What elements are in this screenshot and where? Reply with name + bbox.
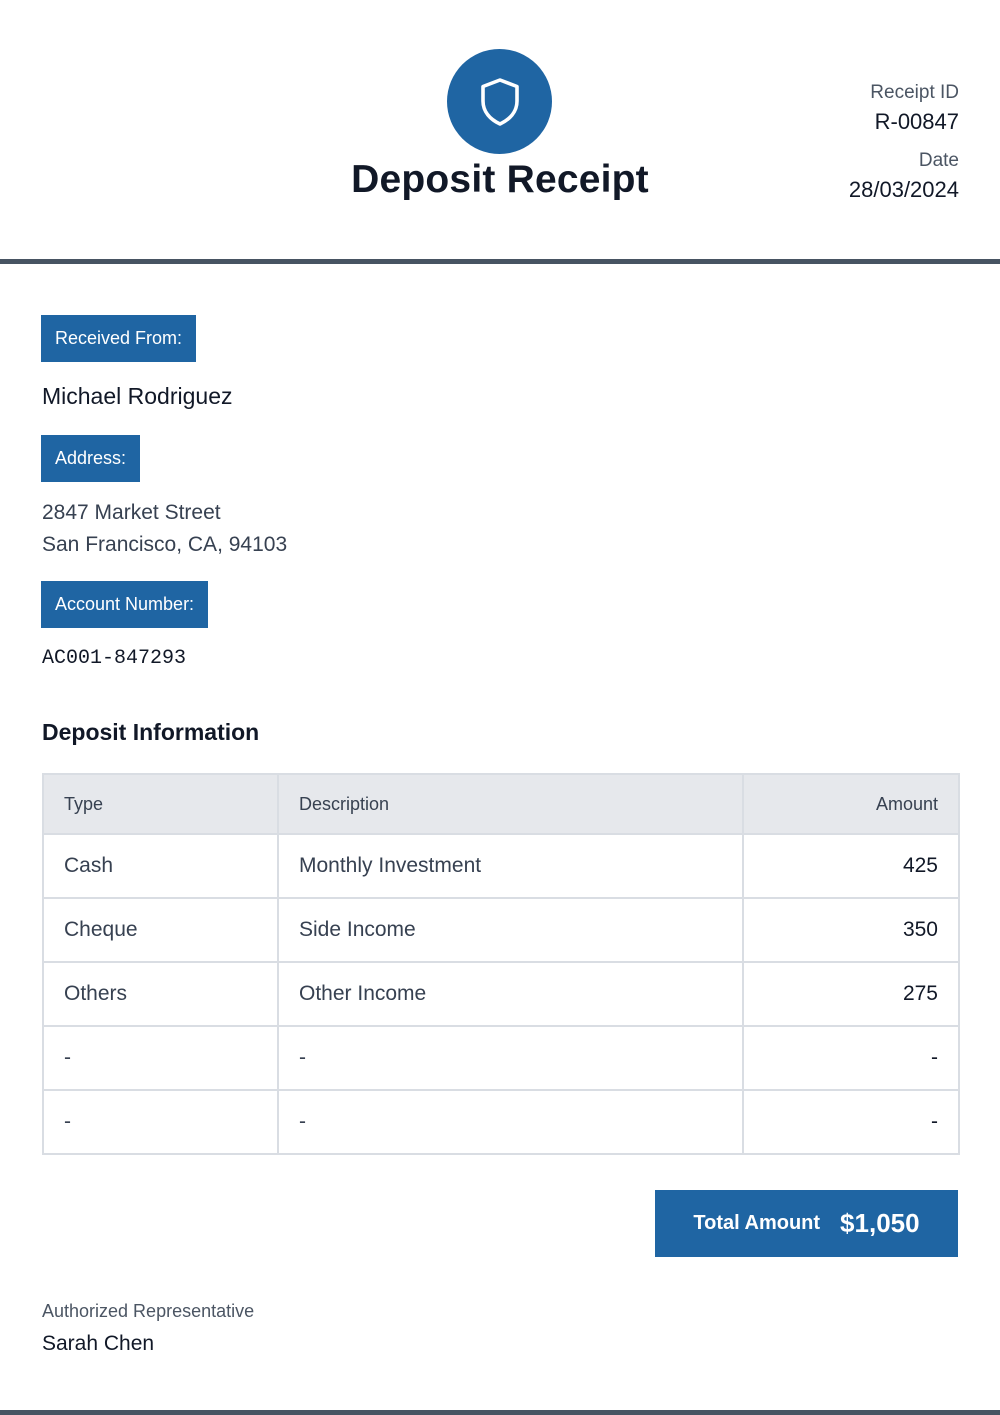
cell-amount: 425	[743, 834, 959, 898]
receipt-id-value: R-00847	[874, 109, 959, 134]
receipt-id-label: Receipt ID	[870, 82, 959, 103]
date-block	[849, 150, 959, 203]
date-label: Date	[918, 150, 959, 171]
table-row	[43, 1026, 959, 1090]
table-row	[43, 962, 959, 1026]
cell-amount: -	[743, 1090, 959, 1154]
table-row	[43, 898, 959, 962]
address-line-1: 2847 Market Street	[42, 501, 221, 524]
total-amount-value: $1,050	[840, 1208, 920, 1238]
cell-description: Side Income	[278, 898, 743, 962]
date-value: 28/03/2024	[848, 177, 959, 202]
account-number-value: AC001-847293	[42, 647, 187, 670]
table-row	[43, 834, 959, 898]
footer-divider	[0, 1410, 1000, 1415]
authorized-representative-label: Authorized Representative	[42, 1301, 255, 1321]
deposit-information-title: Deposit Information	[42, 719, 260, 745]
cell-type: Cheque	[43, 898, 278, 962]
table-header-row	[43, 774, 959, 834]
column-header-description: Description	[278, 774, 743, 834]
account-number-label: Account Number:	[41, 581, 208, 628]
header-divider	[0, 259, 1000, 264]
received-from-label: Received From:	[41, 315, 196, 362]
logo-badge	[447, 49, 552, 154]
address-line-2: San Francisco, CA, 94103	[42, 533, 288, 556]
page-title: Deposit Receipt	[351, 158, 649, 201]
cell-type: -	[43, 1090, 278, 1154]
cell-type: -	[43, 1026, 278, 1090]
cell-amount: -	[743, 1026, 959, 1090]
payer-name: Michael Rodriguez	[42, 383, 233, 409]
cell-amount: 350	[743, 898, 959, 962]
column-header-amount: Amount	[743, 774, 959, 834]
deposit-table	[42, 773, 960, 1155]
cell-description: -	[278, 1026, 743, 1090]
receipt-header	[0, 0, 1000, 259]
total-amount-label: Total Amount	[693, 1212, 821, 1234]
cell-type: Others	[43, 962, 278, 1026]
address-label: Address:	[41, 435, 140, 482]
cell-description: -	[278, 1090, 743, 1154]
total-amount-box	[655, 1190, 958, 1257]
cell-type: Cash	[43, 834, 278, 898]
cell-amount: 275	[743, 962, 959, 1026]
receipt-id-block	[870, 82, 959, 135]
table-row	[43, 1090, 959, 1154]
authorized-representative-name: Sarah Chen	[42, 1332, 155, 1355]
cell-description: Other Income	[278, 962, 743, 1026]
shield-icon	[478, 77, 522, 127]
cell-description: Monthly Investment	[278, 834, 743, 898]
column-header-type: Type	[43, 774, 278, 834]
